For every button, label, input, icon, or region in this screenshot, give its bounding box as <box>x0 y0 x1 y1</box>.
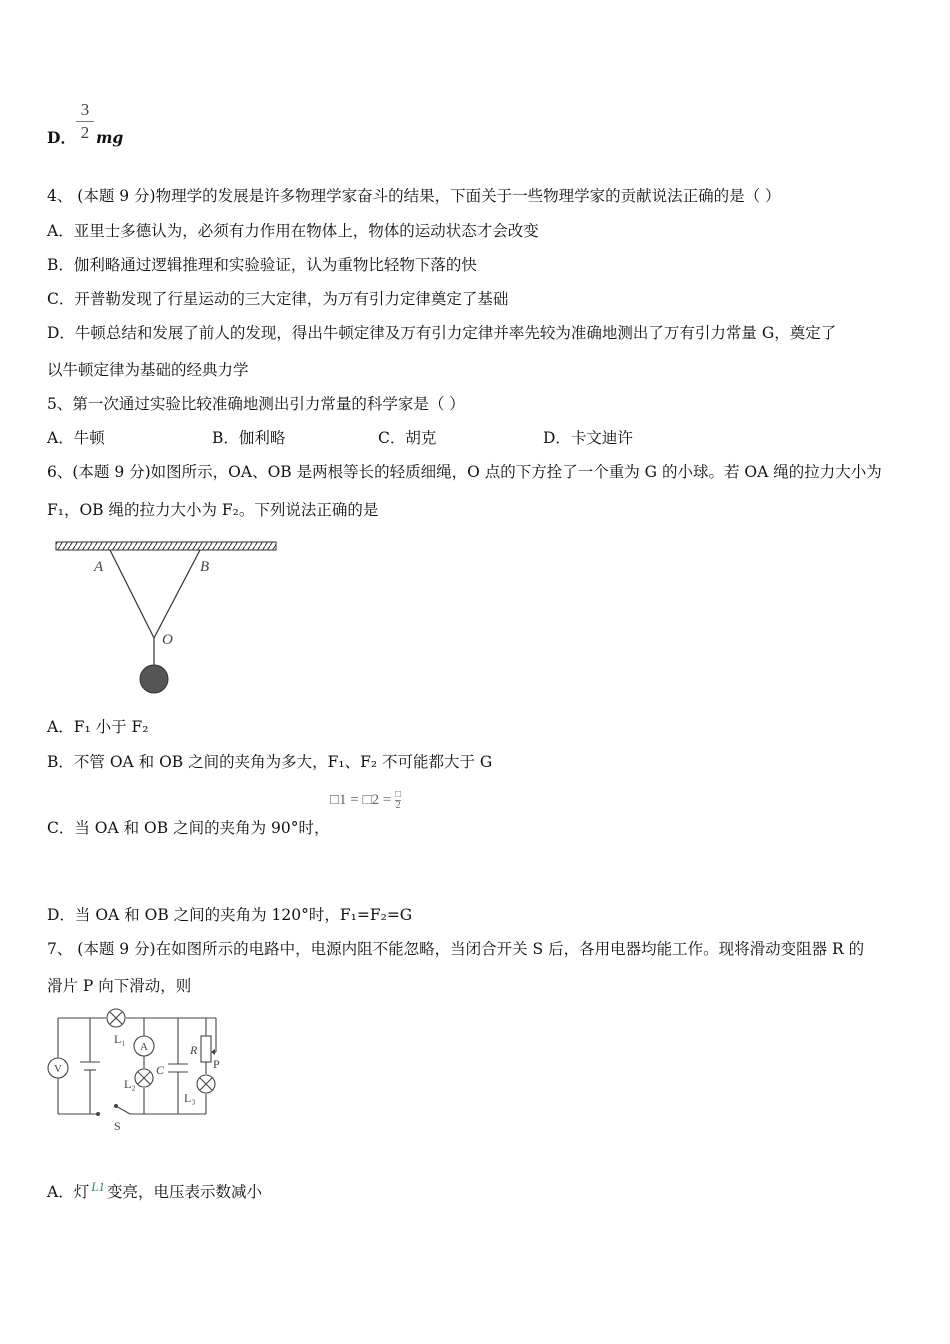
ceiling <box>56 542 276 550</box>
lamp-l1 <box>107 1009 125 1027</box>
formula-den: 2 <box>395 800 401 811</box>
formula-lhs: □1 = □2 = <box>330 791 392 808</box>
q3-option-d-variable: mg <box>96 128 124 147</box>
q7-stem-line1: 7、 (本题 9 分)在如图所示的电路中，电源内阻不能忽略，当闭合开关 S 后，各用电器均能工作。现将滑动变阻器 R 的 <box>47 940 865 958</box>
q6-option-d: D．当 OA 和 OB 之间的夹角为 120°时，F₁=F₂=G <box>47 906 413 924</box>
q4-option-b: B．伽利略通过逻辑推理和实验验证，认为重物比轻物下落的快 <box>47 256 477 274</box>
q5-option-d: D．卡文迪许 <box>543 429 633 447</box>
label-o: O <box>162 632 173 648</box>
q4-option-a: A．亚里士多德认为，必须有力作用在物体上，物体的运动状态才会改变 <box>47 222 539 240</box>
q4-stem: 4、 (本题 9 分)物理学的发展是许多物理学家奋斗的结果，下面关于一些物理学家的贡献说法正确的是（ ） <box>47 187 781 205</box>
ball <box>140 665 168 693</box>
label-s: S <box>114 1119 121 1133</box>
q4-option-c: C．开普勒发现了行星运动的三大定律，为万有引力定律奠定了基础 <box>47 290 509 308</box>
q3-option-d-fraction <box>76 100 94 143</box>
lamp-l2 <box>135 1069 153 1087</box>
rope-oa <box>110 550 154 638</box>
fraction-denominator: 2 <box>80 123 90 142</box>
q7-stem-line2: 滑片 P 向下滑动，则 <box>47 977 192 995</box>
q3-option-d-label: D． <box>47 128 76 147</box>
q7-circuit <box>44 1008 226 1136</box>
label-l3: L₃ <box>184 1091 196 1105</box>
label-b: B <box>200 559 210 575</box>
q5-option-b: B．伽利略 <box>212 429 286 447</box>
q6-stem-line1: 6、(本题 9 分)如图所示，OA、OB 是两根等长的轻质细绳，O 点的下方拴了一个重为 G 的小球。若 OA 绳的拉力大小为 <box>47 463 882 481</box>
label-r: R <box>190 1043 198 1057</box>
fraction-numerator: 3 <box>80 100 90 119</box>
label-v: V <box>54 1063 62 1075</box>
label-p: P <box>213 1057 220 1071</box>
rope-ob <box>154 550 200 638</box>
q6-stem-line2: F₁，OB 绳的拉力大小为 F₂。下列说法正确的是 <box>47 501 379 519</box>
q5-option-a: A．牛顿 <box>47 429 105 447</box>
q6-option-b: B．不管 OA 和 OB 之间的夹角为多大，F₁、F₂ 不可能都大于 G <box>47 753 493 771</box>
q4-option-d: D．牛顿总结和发展了前人的发现，得出牛顿定律及万有引力定律并率先较为准确地测出了万有引力常量 G，奠定了 <box>47 324 837 342</box>
label-l1: L₁ <box>114 1032 126 1046</box>
formula-num: □ <box>395 789 402 800</box>
q6-figure <box>50 538 282 698</box>
label-a: A <box>140 1041 148 1053</box>
q6-option-c-formula <box>330 790 401 811</box>
lamp-symbol: L1 <box>91 1179 105 1194</box>
label-c: C <box>156 1063 165 1077</box>
label-l2: L₂ <box>124 1077 136 1091</box>
q4-option-d-cont: 以牛顿定律为基础的经典力学 <box>47 361 249 379</box>
q5-stem: 5、第一次通过实验比较准确地测出引力常量的科学家是（ ） <box>47 395 465 413</box>
q6-option-c: C．当 OA 和 OB 之间的夹角为 90°时， <box>47 819 330 837</box>
q7-option-a-suffix: 变亮，电压表示数减小 <box>106 1183 262 1201</box>
q7-option-a <box>47 1179 262 1203</box>
lamp-l3 <box>197 1075 215 1093</box>
label-a: A <box>94 559 104 575</box>
q7-option-a-prefix: A．灯 <box>47 1183 90 1201</box>
q6-option-a: A．F₁ 小于 F₂ <box>47 718 149 736</box>
q5-option-c: C．胡克 <box>378 429 437 447</box>
